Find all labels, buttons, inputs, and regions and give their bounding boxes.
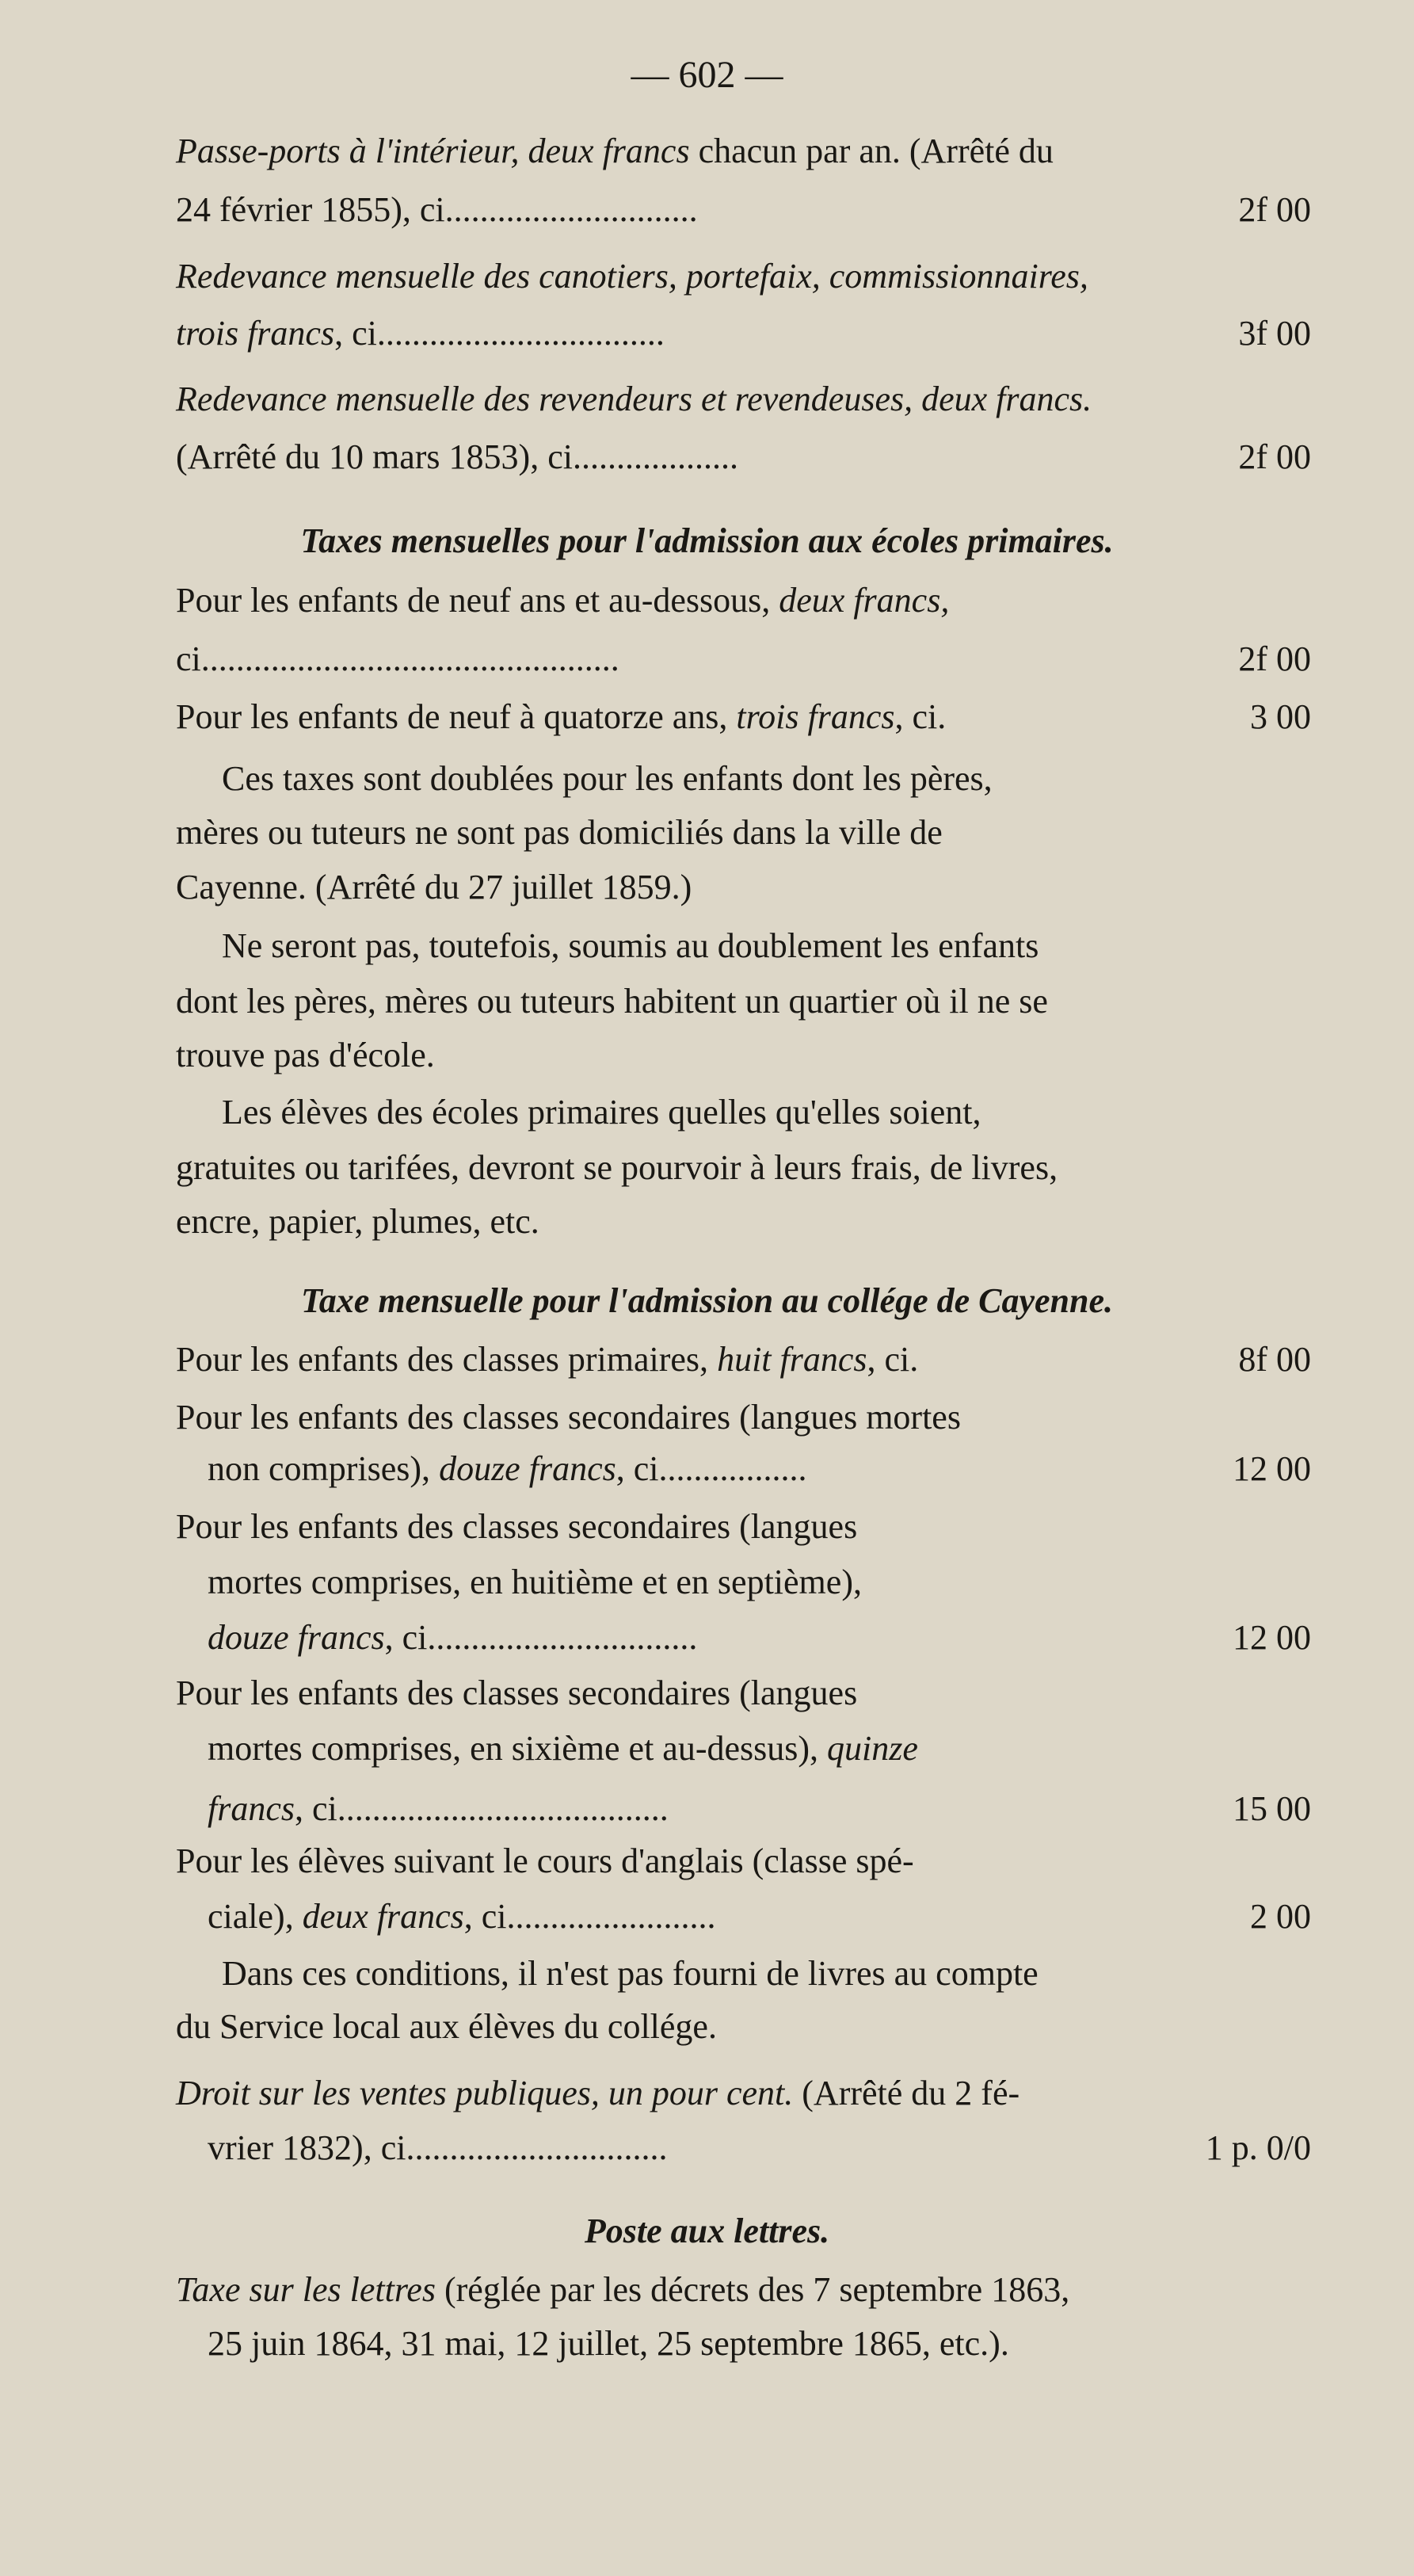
text-line: [0, 431, 1414, 483]
line-text: [176, 574, 949, 627]
text-segment: , ci...............................: [384, 1618, 698, 1657]
amount-value: 2f 00: [1238, 190, 1311, 229]
text-line: [0, 2122, 1414, 2174]
text-line: [0, 1835, 1414, 1887]
text-line: [0, 250, 1414, 303]
line-text: [176, 184, 698, 236]
page-number: — 602 —: [631, 54, 783, 96]
text-line: [0, 753, 1414, 805]
text-line: [0, 515, 1414, 567]
text-segment: Pour les enfants des classes secondaires (langues: [176, 1507, 858, 1546]
text-line: [0, 1391, 1414, 1444]
line-text: [176, 1391, 961, 1444]
text-segment: Ne seront pas, toutefois, soumis au doublement les enfants: [222, 926, 1039, 965]
line-text: [176, 1196, 539, 1248]
text-segment: dont les pères, mères ou tuteurs habitent un quartier où il ne se: [176, 982, 1048, 1021]
text-segment: mortes comprises, en huitième et en septième),: [208, 1563, 862, 1601]
line-text: [176, 1029, 435, 1082]
amount-value: 2f 00: [1238, 437, 1311, 476]
section-heading: [0, 1275, 1414, 1327]
text-segment: Droit sur les ventes publiques, un pour cent.: [176, 2074, 794, 2112]
section-heading: [0, 2205, 1414, 2257]
text-segment: Pour les enfants de neuf à quatorze ans,: [176, 697, 737, 736]
line-text: [176, 2264, 1069, 2316]
text-segment: gratuites ou tarifées, devront se pourvoir à leurs frais, de livres,: [176, 1148, 1058, 1187]
line-text: [176, 2001, 717, 2053]
line-text: [176, 1667, 857, 1719]
text-segment: , ci.: [894, 697, 947, 736]
text-segment: Pour les élèves suivant le cours d'anglais (classe spé-: [176, 1841, 914, 1880]
text-segment: (réglée par les décrets des 7 septembre 1863,: [435, 2270, 1070, 2309]
text-segment: ci................................................: [176, 639, 619, 678]
text-line: [0, 2067, 1414, 2120]
line-text: [208, 1783, 669, 1835]
line-text: [176, 125, 1054, 177]
text-line: [0, 307, 1414, 360]
text-line: [0, 1667, 1414, 1719]
amount-value: 3f 00: [1238, 314, 1311, 353]
text-line: [0, 1275, 1414, 1327]
line-text: [222, 1948, 1039, 2000]
text-segment: Dans ces conditions, il n'est pas fourni de livres au compte: [222, 1954, 1039, 1993]
text-segment: douze francs: [439, 1449, 616, 1488]
text-segment: douze francs: [208, 1618, 385, 1657]
text-line: [0, 2264, 1414, 2316]
text-line: [0, 2318, 1414, 2370]
line-text: [176, 1835, 914, 1887]
text-segment: Poste aux lettres.: [584, 2212, 830, 2250]
text-line: [0, 1948, 1414, 2000]
text-segment: , ci......................................: [295, 1789, 669, 1828]
line-text: [222, 753, 993, 805]
line-text: [176, 691, 946, 743]
text-segment: , ci.................: [616, 1449, 807, 1488]
text-line: [0, 1556, 1414, 1609]
text-line: [0, 1723, 1414, 1775]
text-segment: Les élèves des écoles primaires quelles qu'elles soient,: [222, 1093, 981, 1132]
amount-value: 12 00: [1233, 1618, 1311, 1657]
text-line: [0, 1443, 1414, 1495]
text-line: [0, 1142, 1414, 1194]
text-line: [0, 1086, 1414, 1139]
text-line: [0, 633, 1414, 685]
text-line: [0, 373, 1414, 426]
text-segment: Pour les enfants des classes primaires,: [176, 1340, 718, 1379]
text-segment: Pour les enfants des classes secondaires (langues mortes: [176, 1398, 961, 1437]
text-segment: du Service local aux élèves du collége.: [176, 2007, 717, 2046]
text-segment: , ci.: [867, 1340, 919, 1379]
amount-value: 12 00: [1233, 1449, 1311, 1488]
text-segment: (Arrêté du 2 fé-: [793, 2074, 1020, 2112]
text-line: [0, 184, 1414, 236]
text-segment: 25 juin 1864, 31 mai, 12 juillet, 25 septembre 1865, etc.).: [208, 2324, 1009, 2363]
text-line: [0, 1196, 1414, 1248]
amount-value: 2 00: [1250, 1897, 1311, 1936]
text-line: [0, 807, 1414, 859]
amount-value: 15 00: [1233, 1789, 1311, 1828]
text-segment: Pour les enfants de neuf ans et au-dessous,: [176, 581, 779, 620]
text-segment: Taxe mensuelle pour l'admission au collége de Cayenne.: [300, 1281, 1114, 1320]
text-line: [0, 861, 1414, 914]
line-text: [176, 1334, 918, 1386]
text-segment: vrier 1832), ci..............................: [208, 2128, 668, 2167]
text-segment: Passe-ports à l'intérieur, deux francs: [176, 132, 690, 170]
text-segment: Pour les enfants des classes secondaires (langues: [176, 1673, 858, 1712]
text-segment: deux francs: [302, 1897, 464, 1936]
text-segment: mortes comprises, en sixième et au-dessus),: [208, 1729, 828, 1768]
text-segment: encre, papier, plumes, etc.: [176, 1202, 539, 1241]
text-segment: trois francs: [736, 697, 895, 736]
line-text: [176, 1501, 857, 1553]
text-segment: chacun par an. (Arrêté du: [689, 132, 1054, 170]
line-text: [208, 1612, 697, 1664]
text-line: [0, 1891, 1414, 1943]
text-segment: Taxes mensuelles pour l'admission aux écoles primaires.: [300, 521, 1114, 560]
text-line: [0, 574, 1414, 627]
line-text: [176, 2067, 1020, 2120]
text-segment: Cayenne. (Arrêté du 27 juillet 1859.): [176, 868, 692, 906]
text-segment: huit francs: [717, 1340, 867, 1379]
amount-value: 2f 00: [1238, 639, 1311, 678]
line-text: [208, 1891, 716, 1943]
text-line: [0, 2001, 1414, 2053]
text-segment: (Arrêté du 10 mars 1853), ci...................: [176, 437, 738, 476]
text-segment: non comprises),: [208, 1449, 440, 1488]
text-segment: francs: [208, 1789, 295, 1828]
text-line: [0, 1334, 1414, 1386]
text-segment: , ci........................: [463, 1897, 716, 1936]
line-text: [208, 2318, 1009, 2370]
text-line: [0, 691, 1414, 743]
text-segment: ciale),: [208, 1897, 303, 1936]
text-line: [0, 920, 1414, 972]
line-text: [208, 1556, 862, 1609]
line-text: [176, 861, 692, 914]
text-segment: , ci.................................: [334, 314, 665, 353]
text-line: [0, 2205, 1414, 2257]
text-line: [0, 1501, 1414, 1553]
line-text: [176, 633, 619, 685]
text-segment: Ces taxes sont doublées pour les enfants dont les pères,: [222, 759, 993, 798]
line-text: [176, 807, 943, 859]
text-line: [0, 1029, 1414, 1082]
line-text: [176, 431, 738, 483]
amount-value: 3 00: [1250, 697, 1311, 736]
section-heading: [0, 515, 1414, 567]
text-segment: 24 février 1855), ci.............................: [176, 190, 698, 229]
text-segment: mères ou tuteurs ne sont pas domiciliés dans la ville de: [176, 813, 943, 852]
line-text: [222, 1086, 981, 1139]
text-segment: trois francs: [176, 314, 335, 353]
text-segment: quinze: [827, 1729, 918, 1768]
amount-value: 1 p. 0/0: [1205, 2128, 1311, 2167]
line-text: [222, 920, 1039, 972]
text-segment: deux francs,: [779, 581, 950, 620]
line-text: [208, 1443, 806, 1495]
text-line: [0, 975, 1414, 1028]
line-text: [208, 2122, 667, 2174]
line-text: [176, 1142, 1058, 1194]
text-segment: Redevance mensuelle des canotiers, portefaix, commissionnaires,: [176, 257, 1088, 296]
text-segment: trouve pas d'école.: [176, 1036, 435, 1074]
text-segment: Taxe sur les lettres: [176, 2270, 436, 2309]
line-text: [176, 975, 1048, 1028]
text-line: [0, 1783, 1414, 1835]
line-text: [208, 1723, 918, 1775]
line-text: [176, 373, 1092, 426]
amount-value: 8f 00: [1238, 1340, 1311, 1379]
line-text: [176, 307, 665, 360]
text-segment: Redevance mensuelle des revendeurs et revendeuses, deux francs.: [176, 380, 1092, 418]
text-line: [0, 1612, 1414, 1664]
text-line: [0, 125, 1414, 177]
line-text: [176, 250, 1088, 303]
